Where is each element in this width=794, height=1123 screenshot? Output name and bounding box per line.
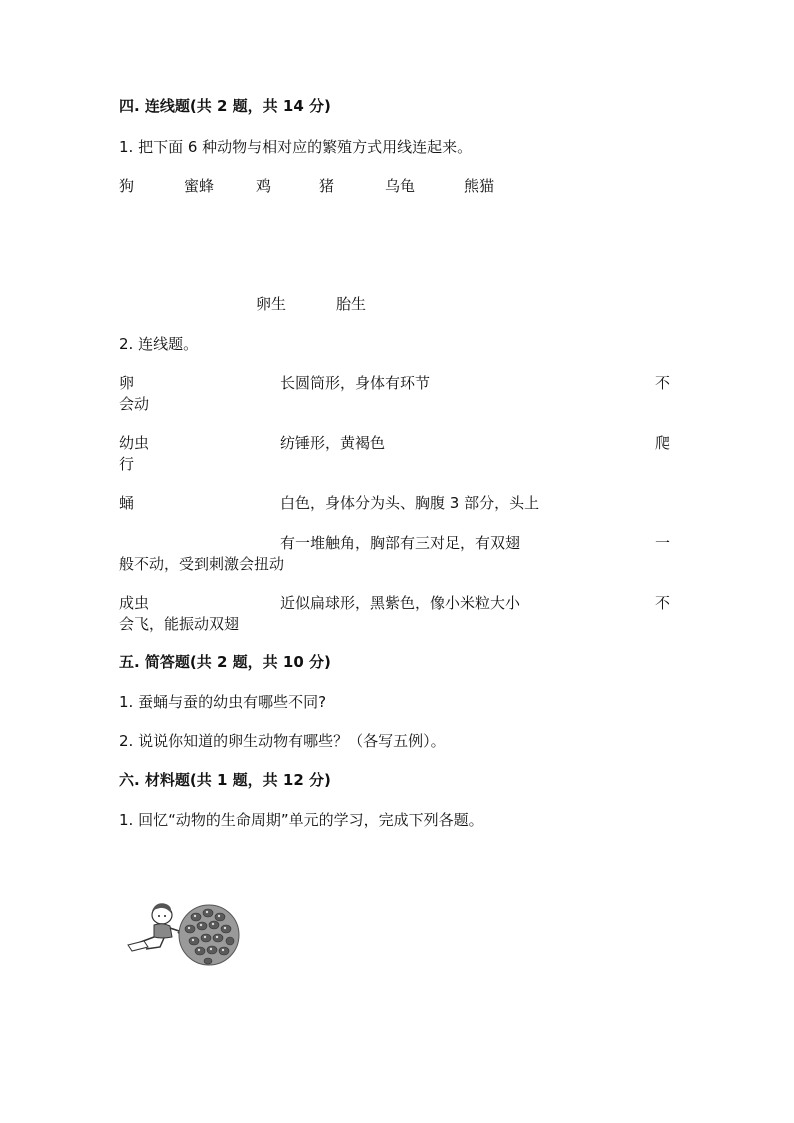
child-with-magnifier-illustration <box>124 895 244 973</box>
stage-larva: 幼虫 <box>119 434 150 452</box>
question-6-1: 1. 回忆“动物的生命周期”单元的学习，完成下列各题。 <box>119 811 484 829</box>
desc-row-1: 长圆筒形，身体有环节 <box>280 374 431 392</box>
animal-pig: 猪 <box>319 177 335 195</box>
behavior-row-1-a: 不 <box>655 374 671 392</box>
question-5-1: 1. 蚕蛹与蚕的幼虫有哪些不同? <box>119 693 327 711</box>
method-oviparous: 卵生 <box>256 295 287 313</box>
behavior-row-3-b: 般不动，受到刺激会扭动 <box>119 555 285 573</box>
animal-panda: 熊猫 <box>464 177 495 195</box>
method-viviparous: 胎生 <box>336 295 367 313</box>
animal-bee: 蜜蜂 <box>184 177 215 195</box>
desc-row-3: 白色，身体分为头、胸腹 3 部分，头上 <box>280 494 540 512</box>
desc-row-2: 纺锤形，黄褐色 <box>280 434 386 452</box>
behavior-row-2-a: 爬 <box>655 434 671 452</box>
animal-dog: 狗 <box>119 177 135 195</box>
question-4-1-text: 1. 把下面 6 种动物与相对应的繁殖方式用线连起来。 <box>119 138 473 156</box>
desc-row-3-cont: 有一堆触角，胸部有三对足，有双翅 <box>280 534 521 552</box>
behavior-row-1-b: 会动 <box>119 395 150 413</box>
behavior-row-2-b: 行 <box>119 455 135 473</box>
section-5-title: 五. 简答题(共 2 题，共 10 分) <box>119 653 331 671</box>
question-5-2: 2. 说说你知道的卵生动物有哪些？（各写五例）。 <box>119 732 446 750</box>
stage-pupa: 蛹 <box>119 494 135 512</box>
section-4-title: 四. 连线题(共 2 题，共 14 分) <box>119 97 331 115</box>
animal-chicken: 鸡 <box>256 177 272 195</box>
animal-turtle: 乌龟 <box>385 177 416 195</box>
stage-adult: 成虫 <box>119 594 150 612</box>
question-4-2-text: 2. 连线题。 <box>119 335 199 353</box>
stage-egg: 卵 <box>119 374 135 392</box>
desc-row-4: 近似扁球形，黑紫色，像小米粒大小 <box>280 594 521 612</box>
section-6-title: 六. 材料题(共 1 题，共 12 分) <box>119 771 331 789</box>
behavior-row-4-b: 会飞，能振动双翅 <box>119 615 240 633</box>
behavior-row-3-a: 一 <box>655 534 671 552</box>
behavior-row-4-a: 不 <box>655 594 671 612</box>
